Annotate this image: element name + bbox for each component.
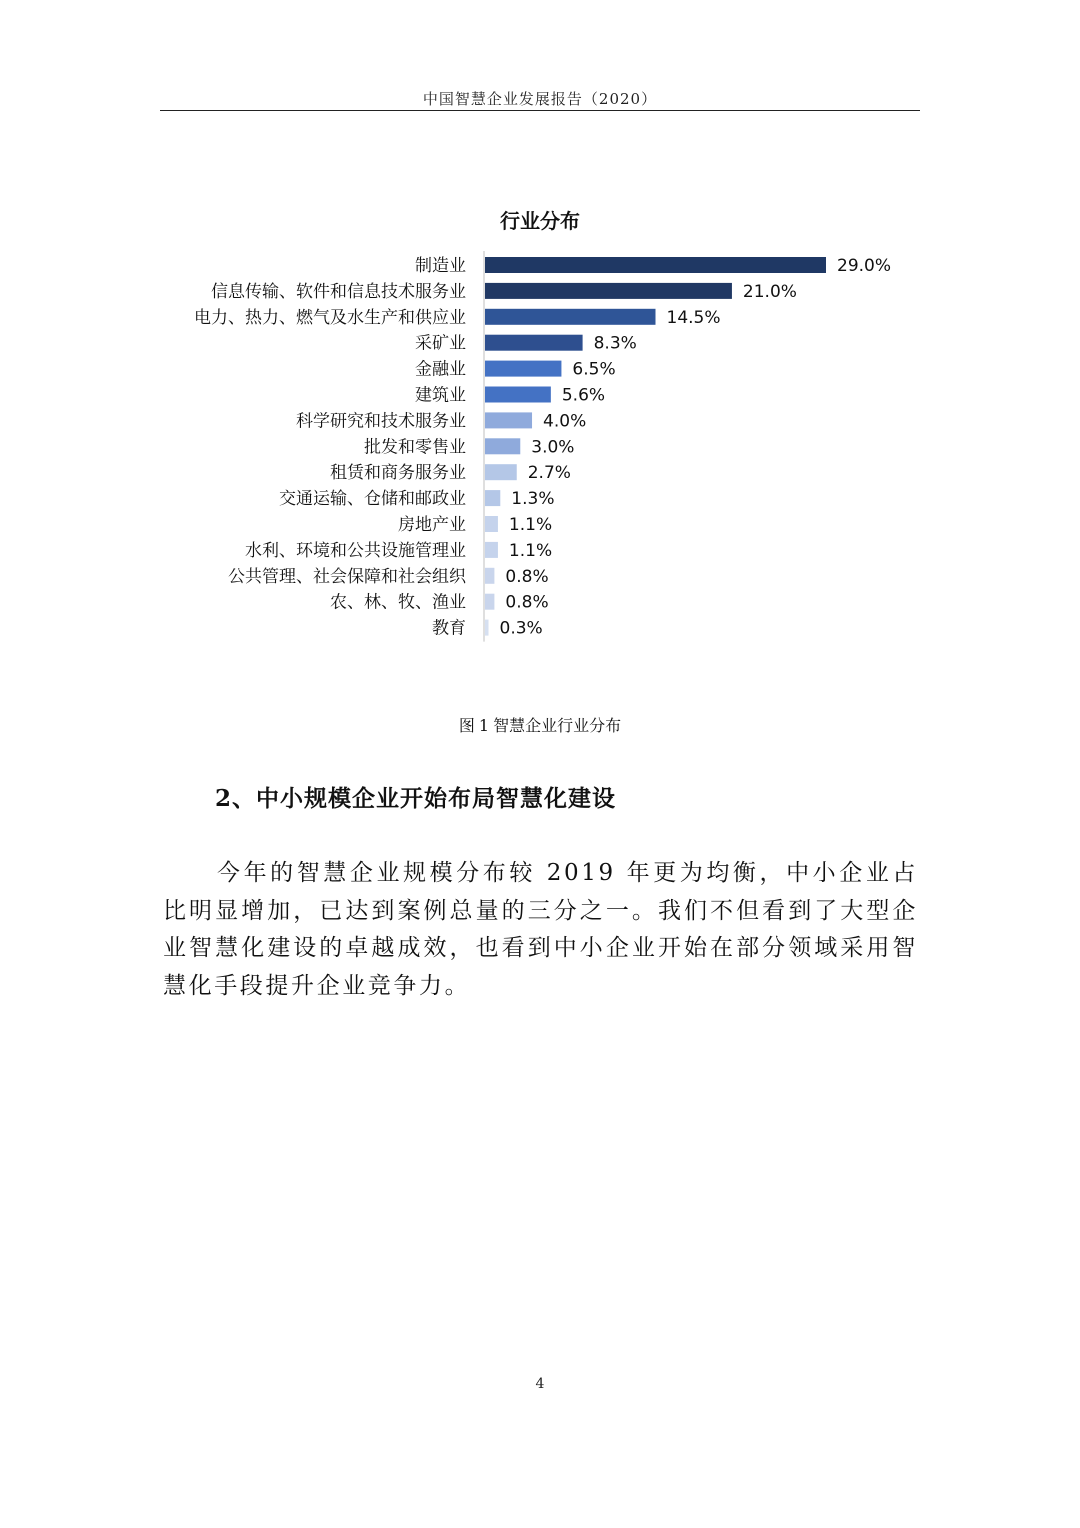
data-label: 5.6% [561, 385, 606, 406]
category-label: 批发和零售业 [364, 437, 466, 458]
section-heading: 2、中小规模企业开始布局智慧化建设 [215, 785, 617, 812]
category-label: 房地产业 [398, 515, 466, 535]
bar [485, 335, 583, 351]
bar [485, 594, 494, 610]
data-label: 14.5% [666, 307, 721, 328]
data-label: 3.0% [531, 437, 575, 458]
bars-group [194, 256, 891, 639]
figure-caption-number: 1 [478, 716, 490, 735]
header-rule [160, 110, 920, 111]
data-label: 2.7% [527, 463, 571, 484]
bar [485, 620, 489, 636]
data-label: 1.1% [508, 515, 553, 535]
data-label: 0.8% [505, 566, 549, 587]
data-label: 0.3% [499, 618, 543, 639]
category-label: 电力、热力、燃气及水生产和供应业 [194, 307, 466, 328]
industry-bar-chart [0, 190, 1080, 670]
body-paragraph: 今年的智慧企业规模分布较 2019 年更为均衡，中小企业占比明显增加，已达到案例总量的三分之一。我们不但看到了大型企业智慧化建设的卓越成效，也看到中小企业开始在部分领域采用智慧化手段提升企业竞争力。 [163, 860, 918, 999]
bar [485, 412, 532, 428]
data-label: 6.5% [572, 359, 616, 380]
data-label: 1.3% [511, 489, 555, 510]
bar [485, 516, 498, 532]
bar [485, 542, 498, 558]
category-label: 金融业 [415, 359, 466, 380]
category-label: 租赁和商务服务业 [330, 463, 466, 484]
figure-caption-text: 智慧企业行业分布 [493, 716, 622, 735]
bar [485, 387, 551, 403]
bar [485, 309, 656, 325]
chart-title: 行业分布 [500, 209, 580, 233]
data-label: 8.3% [593, 333, 637, 354]
category-label: 建筑业 [415, 385, 466, 406]
category-label: 采矿业 [415, 333, 466, 354]
category-label: 教育 [432, 618, 466, 639]
bar [485, 283, 732, 299]
category-label: 科学研究和技术服务业 [296, 411, 466, 432]
figure-caption-prefix: 图 [458, 716, 475, 735]
running-header: 中国智慧企业发展报告（2020） [422, 90, 658, 108]
bar [485, 490, 500, 506]
bar [485, 361, 561, 377]
bar [485, 464, 517, 480]
bar [485, 568, 494, 584]
category-label: 信息传输、软件和信息技术服务业 [211, 281, 466, 302]
figure-caption [160, 713, 920, 736]
data-label: 0.8% [505, 592, 549, 613]
bar [485, 438, 520, 454]
bar [485, 257, 826, 273]
page-number: 4 [535, 1376, 545, 1392]
category-label: 水利、环境和公共设施管理业 [245, 540, 466, 561]
data-label: 29.0% [837, 256, 892, 276]
category-label: 制造业 [415, 256, 466, 276]
data-label: 21.0% [742, 281, 797, 302]
category-label: 交通运输、仓储和邮政业 [279, 489, 466, 510]
data-label: 4.0% [543, 411, 587, 432]
category-label: 公共管理、社会保障和社会组织 [228, 566, 466, 587]
category-label: 农、林、牧、渔业 [330, 592, 466, 613]
data-label: 1.1% [508, 540, 553, 561]
